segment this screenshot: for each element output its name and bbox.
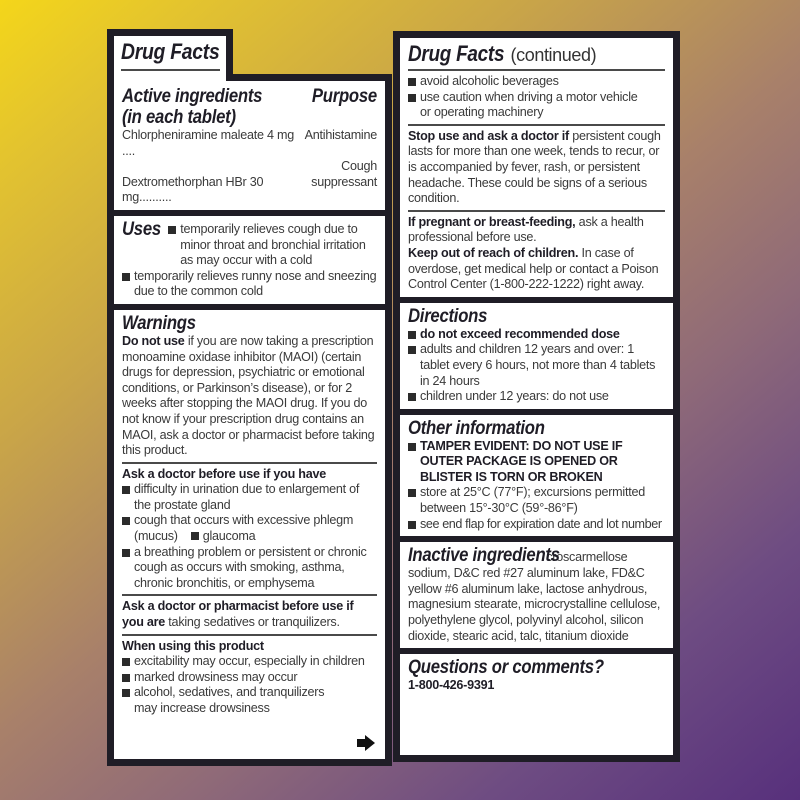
directions-item	[408, 342, 665, 389]
bullet-icon	[122, 689, 130, 697]
bullet-icon	[408, 393, 416, 401]
when-using-item-text: marked drowsiness may occur	[134, 669, 298, 684]
ask-pharmacist-label: Ask a doctor or pharmacist before use if you are	[122, 599, 354, 630]
when-using-item	[122, 685, 377, 716]
other-information-section	[400, 415, 673, 543]
continued-item	[408, 90, 665, 121]
drug-facts-continued-title: Drug Facts	[408, 41, 505, 66]
bullet-icon	[408, 78, 416, 86]
other-info-item-text: TAMPER EVIDENT: DO NOT USE IF OUTER PACKAGE IS OPENED OR BLISTER IS TORN OR BROKEN	[420, 438, 623, 484]
ingredient-name: Dextromethorphan HBr 30 mg..........	[122, 174, 264, 205]
directions-item	[408, 327, 665, 343]
other-info-item-text: see end flap for expiration date and lot number	[420, 516, 662, 531]
ask-doctor-item	[122, 545, 377, 592]
subsection-divider	[408, 210, 665, 212]
ask-doctor-item-text	[134, 513, 377, 544]
ask-doctor-item-text: cough that occurs with excessive phlegm (mucus)	[134, 513, 354, 544]
ask-doctor-item	[122, 482, 377, 513]
questions-section	[400, 654, 673, 694]
ingredient-purpose: suppressant	[311, 174, 377, 189]
ask-pharmacist-text	[122, 599, 377, 630]
inactive-ingredients-heading: Inactive ingredients	[408, 545, 560, 567]
tab-joint	[114, 74, 226, 82]
continued-item	[408, 74, 665, 90]
drug-facts-left-panel	[107, 74, 392, 766]
subsection-divider	[408, 69, 665, 71]
directions-item-text: adults and children 12 years and over: 1 tablet every 6 hours, not more than 4 tablets in 24 hours	[420, 342, 656, 388]
ingredient-row-chlorpheniramine	[122, 128, 377, 159]
bullet-icon	[408, 521, 416, 529]
pregnant-body: ask a health professional before use.	[408, 214, 644, 245]
bullet-icon	[408, 489, 416, 497]
subsection-divider	[122, 634, 377, 636]
directions-section	[400, 303, 673, 415]
pregnant-label: If pregnant or breast-feeding,	[408, 214, 576, 229]
purpose-heading: Purpose	[311, 86, 377, 107]
in-each-tablet-subheading: (in each tablet)	[122, 107, 236, 128]
bullet-icon	[191, 532, 199, 540]
ask-doctor-item-text: a breathing problem or persistent or chronic cough as occurs with smoking, asthma, chronic bronchitis, or emphysema	[134, 544, 367, 590]
other-info-item	[408, 485, 665, 516]
bullet-icon	[122, 674, 130, 682]
keep-out-body: In case of overdose, get medical help or contact a Poison Control Center (1-800-222-1222) right away.	[408, 245, 659, 292]
continued-section	[400, 38, 673, 303]
subsection-divider	[408, 124, 665, 126]
drug-facts-right-panel	[393, 31, 680, 762]
subsection-divider	[122, 462, 377, 464]
do-not-use-text	[122, 334, 377, 459]
directions-item	[408, 389, 665, 409]
continued-item-text: use caution when driving a motor vehicle or operating machinery	[420, 89, 638, 120]
ask-doctor-item-text: difficulty in urination due to enlargement of the prostate gland	[134, 482, 360, 512]
bullet-icon	[408, 346, 416, 354]
other-info-item	[408, 517, 665, 537]
do-not-use-body: if you are now taking a prescription monoamine oxidase inhibitor (MAOI) (certain drugs for depression, psychiatric or emotional conditions, or Parkinson’s disease), or for 2 weeks after stopping the MAOI drug. If you do not know if your prescription drug contains an MAOI, ask a doctor or pharmacist before taking this product.	[122, 333, 375, 458]
when-using-heading: When using this product	[122, 638, 264, 653]
uses-heading: Uses	[122, 218, 161, 240]
when-using-item-text: excitability may occur, especially in children	[134, 654, 365, 669]
inactive-ingredients-section	[400, 542, 673, 654]
arrow-right-icon	[365, 735, 375, 751]
bullet-icon	[122, 486, 130, 494]
bullet-icon	[122, 517, 130, 525]
drug-facts-title: Drug Facts	[121, 39, 220, 64]
uses-item: temporarily relieves runny nose and sneezing due to the common cold	[134, 268, 377, 299]
ingredient-name: Chlorpheniramine maleate 4 mg ....	[122, 128, 294, 158]
ingredient-purpose-line1: Cough	[341, 159, 377, 174]
active-ingredients-section	[114, 81, 385, 216]
bullet-icon	[408, 94, 416, 102]
bullet-icon	[168, 226, 176, 234]
directions-item-text: children under 12 years: do not use	[420, 389, 609, 404]
active-ingredients-heading: Active ingredients	[122, 86, 263, 107]
stop-use-text	[408, 129, 665, 207]
ingredient-row-dextromethorphan	[122, 175, 377, 210]
continued-item-text: avoid alcoholic beverages	[420, 74, 559, 88]
bullet-icon	[408, 443, 416, 451]
title-underline	[121, 69, 220, 71]
ask-doctor-item	[122, 513, 377, 544]
when-using-item	[122, 654, 377, 670]
uses-section	[114, 216, 385, 310]
other-information-heading: Other information	[408, 417, 545, 439]
uses-item-row	[122, 269, 377, 304]
bullet-icon	[122, 658, 130, 666]
ask-pharmacist-body: taking sedatives or tranquilizers.	[165, 615, 340, 630]
when-using-item	[122, 670, 377, 686]
ingredient-purpose: Antihistamine	[304, 128, 377, 142]
warnings-heading: Warnings	[122, 312, 196, 334]
ask-doctor-heading: Ask a doctor before use if you have	[122, 466, 327, 481]
directions-heading: Directions	[408, 305, 488, 327]
do-not-use-label: Do not use	[122, 333, 185, 348]
keep-out-text	[408, 246, 665, 297]
stop-use-body: persistent cough lasts for more than one week, tends to recur, or is accompanied by fever, rash, or persistent headache. These could be signs of a serious condition.	[408, 128, 661, 206]
bullet-icon	[122, 273, 130, 281]
when-using-item-text: alcohol, sedatives, and tranquilizers may increase drowsiness	[134, 685, 325, 715]
other-info-item	[408, 439, 665, 486]
bullet-icon	[408, 331, 416, 339]
subsection-divider	[122, 594, 377, 596]
ask-doctor-item-text: glaucoma	[202, 529, 256, 544]
questions-heading: Questions or comments?	[408, 657, 604, 679]
continued-suffix: (continued)	[505, 45, 597, 65]
keep-out-label: Keep out of reach of children.	[408, 245, 579, 260]
questions-phone: 1-800-426-9391	[408, 678, 495, 693]
uses-item: temporarily relieves cough due to minor throat and bronchial irritation as may occur with a cold	[180, 221, 366, 268]
bullet-icon	[122, 549, 130, 557]
stop-use-label: Stop use and ask a doctor if	[408, 128, 569, 143]
other-info-item-text: store at 25°C (77°F); excursions permitted between 15°-30°C (59°-86°F)	[420, 485, 645, 516]
warnings-section	[114, 310, 385, 717]
pregnant-text	[408, 215, 665, 246]
directions-item-text: do not exceed recommended dose	[420, 326, 620, 341]
inactive-ingredients-text: croscarmellose sodium, D&C red #27 aluminum lake, FD&C yellow #6 aluminum lake, lactose anhydrous, magnesium stearate, microcrystalline cellulose, polyethylene glycol, polyvinyl alcohol, silicon dioxide, stearic acid, talc, titanium dioxide	[408, 550, 661, 643]
